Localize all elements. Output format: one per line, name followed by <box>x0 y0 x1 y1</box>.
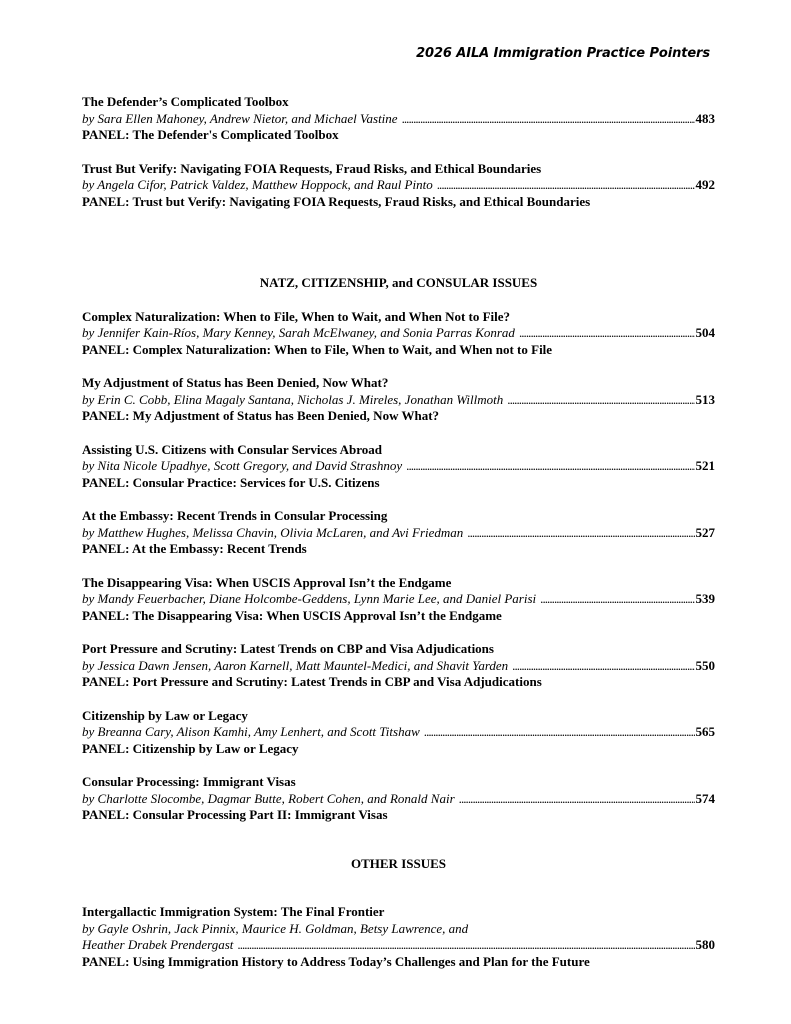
entry-title: The Defender’s Complicated Toolbox <box>82 94 289 109</box>
entry-panel: PANEL: Consular Processing Part II: Immigrant Visas <box>82 807 388 822</box>
toc-entry <box>82 641 715 691</box>
entry-panel: PANEL: My Adjustment of Status has Been Denied, Now What? <box>82 408 440 423</box>
table-of-contents <box>82 94 715 970</box>
dot-leader <box>467 525 694 542</box>
entry-panel: PANEL: Using Immigration History to Address Today’s Challenges and Plan for the Future <box>82 953 590 969</box>
entry-title: The Disappearing Visa: When USCIS Approval Isn’t the Endgame <box>82 574 452 590</box>
page-number: 527 <box>695 524 715 540</box>
toc-entry <box>82 375 715 425</box>
dot-leader <box>507 392 694 409</box>
page-number: 550 <box>695 657 715 673</box>
page-number: 539 <box>695 591 715 606</box>
entry-panel: PANEL: The Defender's Complicated Toolbox <box>82 127 339 142</box>
page-number: 513 <box>695 391 715 407</box>
dot-leader <box>237 937 694 954</box>
toc-entry <box>82 309 715 359</box>
toc-entry <box>82 161 715 211</box>
entry-authors: Heather Drabek Prendergast <box>82 937 234 952</box>
entry-title: Trust But Verify: Navigating FOIA Requests, Fraud Risks, and Ethical Boundaries <box>82 160 542 176</box>
dot-leader <box>402 111 695 128</box>
entry-panel: PANEL: At the Embassy: Recent Trends <box>82 541 307 556</box>
entry-authors-line1: by Gayle Oshrin, Jack Pinnix, Maurice H. Goldman, Betsy Lawrence, and <box>82 920 469 936</box>
entry-panel: PANEL: The Disappearing Visa: When USCIS Approval Isn’t the Endgame <box>82 607 502 623</box>
toc-entry <box>82 442 715 492</box>
running-header: 2026 AILA Immigration Practice Pointers <box>416 46 710 61</box>
entry-title: Complex Naturalization: When to File, When to Wait, and When Not to File? <box>82 308 511 324</box>
entry-authors-row <box>82 591 715 608</box>
entry-title: Intergallactic Immigration System: The Final Frontier <box>82 904 385 919</box>
entry-authors-row <box>82 458 715 475</box>
entry-title: Assisting U.S. Citizens with Consular Services Abroad <box>82 441 382 457</box>
section-heading: NATZ, CITIZENSHIP, and CONSULAR ISSUES <box>259 275 538 290</box>
toc-entry <box>82 575 715 625</box>
entry-authors: by Jennifer Kain-Ríos, Mary Kenney, Sarah McElwaney, and Sonia Parras Konrad <box>82 325 515 340</box>
entry-authors-row <box>82 392 715 409</box>
entry-authors: by Erin C. Cobb, Elina Magaly Santana, Nicholas J. Mireles, Jonathan Willmoth <box>82 391 504 407</box>
entry-authors-row <box>82 325 715 342</box>
entry-authors: by Breanna Cary, Alison Kamhi, Amy Lenhert, and Scott Titshaw <box>82 724 420 739</box>
toc-entry <box>82 508 715 558</box>
entry-title: At the Embassy: Recent Trends in Consular Processing <box>82 508 388 523</box>
entry-authors: by Charlotte Slocombe, Dagmar Butte, Robert Cohen, and Ronald Nair <box>82 790 455 806</box>
dot-leader <box>540 591 694 608</box>
entry-panel: PANEL: Trust but Verify: Navigating FOIA Requests, Fraud Risks, and Ethical Boundaries <box>82 193 591 209</box>
section-heading: OTHER ISSUES <box>350 855 446 871</box>
entry-authors: by Mandy Feuerbacher, Diane Holcombe-Geddens, Lynn Marie Lee, and Daniel Parisi <box>82 591 537 606</box>
toc-entry <box>82 904 715 970</box>
entry-authors: by Angela Cifor, Patrick Valdez, Matthew Hoppock, and Raul Pinto <box>82 177 433 192</box>
entry-authors-row <box>82 658 715 675</box>
page-number: 574 <box>695 790 715 806</box>
dot-leader <box>512 658 694 675</box>
entry-authors-row <box>82 724 715 741</box>
toc-entry <box>82 774 715 824</box>
entry-authors-row <box>82 791 715 808</box>
entry-authors-row <box>82 111 715 128</box>
entry-authors-row <box>82 937 715 954</box>
entry-title: My Adjustment of Status has Been Denied, Now What? <box>82 375 389 390</box>
entry-authors: by Nita Nicole Upadhye, Scott Gregory, and David Strashnoy <box>82 458 403 473</box>
page-number: 504 <box>695 325 715 340</box>
entry-authors: by Matthew Hughes, Melissa Chavin, Olivia McLaren, and Avi Friedman <box>82 524 464 540</box>
page-number: 492 <box>695 177 715 192</box>
entry-panel: PANEL: Consular Practice: Services for U.S. Citizens <box>82 474 380 490</box>
dot-leader <box>424 724 695 741</box>
dot-leader <box>406 458 694 475</box>
page-number: 483 <box>695 110 715 126</box>
entry-title: Port Pressure and Scrutiny: Latest Trends on CBP and Visa Adjudications <box>82 641 494 656</box>
entry-panel: PANEL: Complex Naturalization: When to File, When to Wait, and When not to File <box>82 341 553 357</box>
page-number: 521 <box>695 458 715 473</box>
entry-title: Consular Processing: Immigrant Visas <box>82 774 296 789</box>
page-number: 565 <box>695 724 715 739</box>
dot-leader <box>519 325 695 342</box>
entry-authors: by Sara Ellen Mahoney, Andrew Nietor, and Michael Vastine <box>82 110 398 126</box>
entry-authors-row <box>82 525 715 542</box>
page-number: 580 <box>695 937 715 952</box>
entry-panel: PANEL: Port Pressure and Scrutiny: Latest Trends in CBP and Visa Adjudications <box>82 674 542 689</box>
toc-entry <box>82 94 715 144</box>
entry-title: Citizenship by Law or Legacy <box>82 707 248 723</box>
dot-leader <box>459 791 695 808</box>
entry-panel: PANEL: Citizenship by Law or Legacy <box>82 740 299 756</box>
toc-entry <box>82 708 715 758</box>
entry-authors-row <box>82 177 715 194</box>
dot-leader <box>437 177 695 194</box>
entry-authors: by Jessica Dawn Jensen, Aaron Karnell, Matt Mauntel-Medici, and Shavit Yarden <box>82 657 509 673</box>
